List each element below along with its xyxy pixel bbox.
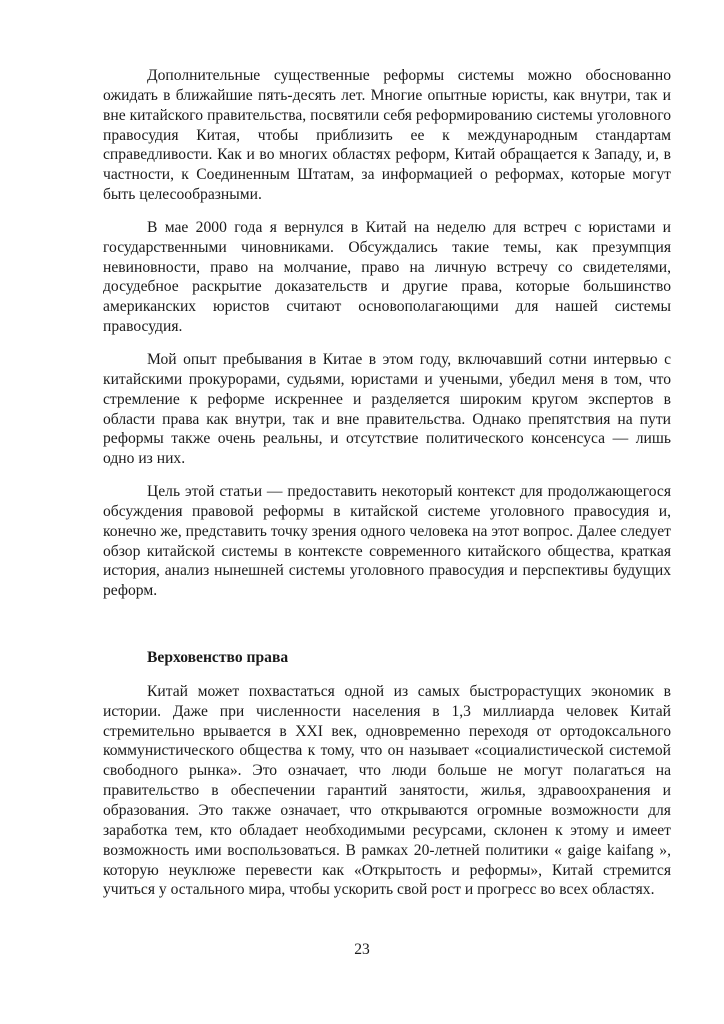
paragraph-may-2000-visit: В мае 2000 года я вернулся в Китай на неделю для встреч с юристами и государственными чиновниками. Обсуждались такие темы, как презумпция невиновности, право на молчание, право на личную встречу со свидетелями, досудебное раскрытие доказательств и другие права, которые большинство американских юристов считают основополагающими для нашей системы правосудия.	[103, 218, 671, 336]
document-page	[103, 66, 671, 913]
section-heading-rule-of-law: Верховенство права	[147, 649, 289, 667]
paragraph-experience-in-china: Мой опыт пребывания в Китае в этом году, включавший сотни интервью с китайскими прокурорами, судьями, юристами и учеными, убедил меня в том, что стремление к реформе искреннее и разделяется широким кругом экспертов в области права как внутри, так и вне правительства. Однако препятствия на пути реформы также очень реальны, и отсутствие политического консенсуса — лишь одно из них.	[103, 350, 671, 468]
page-number: 23	[354, 941, 370, 958]
paragraph-china-economy: Китай может похвастаться одной из самых быстрорастущих экономик в истории. Даже при численности населения в 1,3 миллиарда человек Китай стремительно врывается в XXI век, одновременно переходя от ортодоксального коммунистического общества к тому, что он называет «социалистической системой свободного рынка». Это означает, что люди больше не могут полагаться на правительство в обеспечении гарантий занятости, жилья, здравоохранения и образования. Это также означает, что открываются огромные возможности для заработка тем, кто обладает необходимыми ресурсами, склонен к этому и имеет возможность ими воспользоваться. В рамках 20-летней политики « gaige kaifang », которую неуклюже перевести как «Открытость и реформы», Китай стремится учиться у остального мира, чтобы ускорить свой рост и прогресс во всех областях.	[103, 682, 671, 899]
paragraph-article-purpose: Цель этой статьи — предоставить некоторый контекст для продолжающегося обсуждения правовой реформы в китайской системе уголовного правосудия и, конечно же, представить точку зрения одного человека на этот вопрос. Далее следует обзор китайской системы в контексте современного китайского общества, краткая история, анализ нынешней системы уголовного правосудия и перспективы будущих реформ.	[103, 483, 671, 600]
paragraph-reforms-outlook: Дополнительные существенные реформы системы можно обоснованно ожидать в ближайшие пять-десять лет. Многие опытные юристы, как внутри, так и вне китайского правительства, посвятили себя реформированию системы уголовного правосудия Китая, чтобы приблизить ее к международным стандартам справедливости. Как и во многих областях реформ, Китай обращается к Западу, и, в частности, к Соединенным Штатам, за информацией о реформах, которые могут быть целесообразными.	[103, 67, 671, 204]
